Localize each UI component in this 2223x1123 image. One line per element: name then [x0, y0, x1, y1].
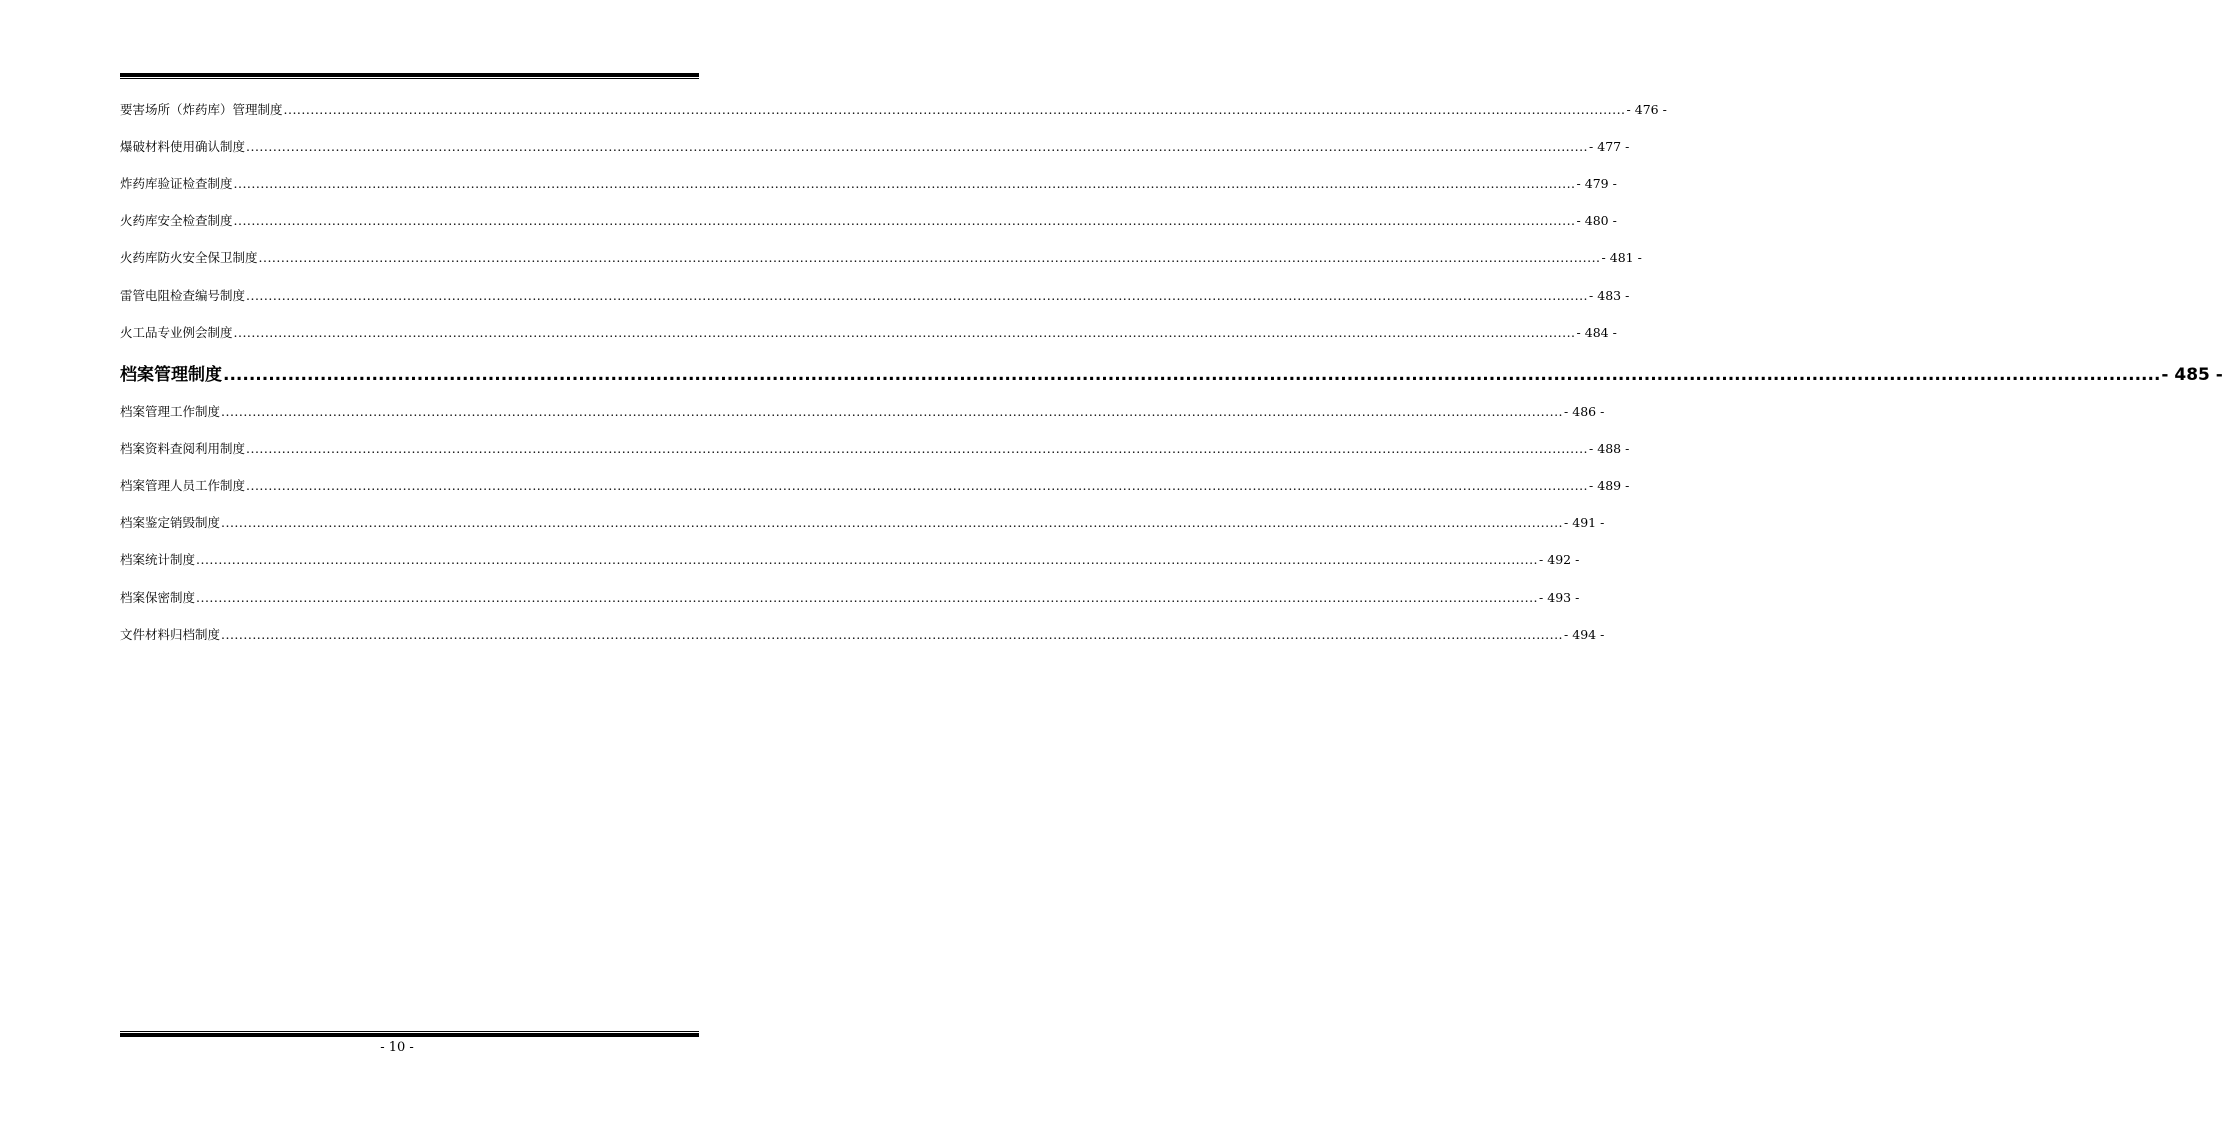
toc-entry-title: 火药库防火安全保卫制度	[120, 250, 258, 265]
toc-entry[interactable]	[120, 138, 1630, 156]
toc-entry[interactable]	[120, 287, 1630, 305]
toc-entry[interactable]	[120, 477, 1630, 495]
toc-entry[interactable]	[120, 551, 1580, 569]
header-rule-thin	[120, 78, 699, 79]
toc-entry-title: 档案资料查阅利用制度	[120, 441, 246, 456]
toc-leader-dots: ............................................................................................................................................................................................................................................................................................................	[233, 213, 1576, 228]
toc-entry-page: - 483 -	[1589, 288, 1630, 303]
toc-entry-page: - 489 -	[1589, 478, 1630, 493]
toc-entry-page: - 477 -	[1589, 139, 1630, 154]
toc-entry-page: - 493 -	[1539, 590, 1580, 605]
toc-leader-dots: ............................................................................................................................................................................................................................................................................................................	[233, 176, 1576, 191]
toc-entry-page: - 486 -	[1564, 404, 1605, 419]
toc-entry[interactable]	[120, 514, 1605, 532]
toc-entry-page: - 492 -	[1539, 552, 1580, 567]
toc-entry-page: - 479 -	[1576, 176, 1617, 191]
toc-chapter-title: 档案管理制度	[120, 365, 222, 385]
toc-leader-dots: ............................................................................................................................................................................................................................................................................................................	[258, 250, 1601, 265]
toc-entry[interactable]	[120, 324, 1617, 342]
toc-leader-dots: ............................................................................................................................................................................................................................................................................................................	[283, 102, 1626, 117]
toc-entry-title: 档案管理工作制度	[120, 404, 221, 419]
toc-entry-page: - 494 -	[1564, 627, 1605, 642]
footer-rule-thin	[120, 1031, 699, 1032]
toc-entry[interactable]	[120, 249, 1642, 267]
toc-entry[interactable]	[120, 175, 1617, 193]
toc-leader-dots: ............................................................................................................................................................................................................................................................................................................	[246, 478, 1589, 493]
toc-leader-dots: ............................................................................................................................................................................................................................................................................................................	[221, 627, 1564, 642]
toc-entry-title: 雷管电阻检查编号制度	[120, 288, 246, 303]
toc-entry[interactable]	[120, 589, 1580, 607]
footer-rule-thick	[120, 1033, 699, 1037]
toc-leader-dots: ............................................................................................................................................................................................................................................................................................................	[233, 325, 1576, 340]
toc-entry-title: 要害场所（炸药库）管理制度	[120, 102, 283, 117]
footer-rule	[120, 1031, 699, 1038]
toc-entry-page: - 488 -	[1589, 441, 1630, 456]
toc-leader-dots: ............................................................................................................................................................................................................................................................................................................	[246, 288, 1589, 303]
toc-entry-title: 档案鉴定销毁制度	[120, 515, 221, 530]
toc-leader-dots: ............................................................................................................................................................................................................................................................................................................	[196, 590, 1539, 605]
toc-entry[interactable]	[120, 626, 1605, 644]
toc-entry[interactable]	[120, 212, 1617, 230]
toc-entry-page: - 481 -	[1601, 250, 1642, 265]
header-rule	[120, 73, 699, 80]
toc-entry-page: - 476 -	[1626, 102, 1667, 117]
toc-chapter-page: - 485 -	[2161, 365, 2223, 385]
toc-leader-dots: ............................................................................................................................................................................................................................................................................................................	[246, 139, 1589, 154]
toc-entry-title: 文件材料归档制度	[120, 627, 221, 642]
toc-entry-title: 爆破材料使用确认制度	[120, 139, 246, 154]
toc-entry-title: 火药库安全检查制度	[120, 213, 233, 228]
toc-entry-title: 档案保密制度	[120, 590, 196, 605]
toc-entry[interactable]	[120, 403, 1605, 421]
toc-leader-dots: ............................................................................................................................................................................................................................................................................................................	[196, 552, 1539, 567]
toc-entry-title: 炸药库验证检查制度	[120, 176, 233, 191]
toc-leader-dots: ............................................................................................................................................................................................................................................................................................................	[221, 404, 1564, 419]
toc-chapter-entry[interactable]	[120, 364, 2223, 386]
toc-entry-title: 火工品专业例会制度	[120, 325, 233, 340]
toc-entry-title: 档案统计制度	[120, 552, 196, 567]
toc-leader-dots: ............................................................................................................................................................................................................................................................................................................	[221, 515, 1564, 530]
toc-entry[interactable]	[120, 101, 1667, 119]
toc-leader-dots: ............................................................................................................................................................................................................................................................................................................	[223, 365, 2161, 385]
toc-entry-page: - 480 -	[1576, 213, 1617, 228]
page-number: - 10 -	[380, 1040, 414, 1055]
header-rule-thick	[120, 73, 699, 77]
toc-entry-page: - 484 -	[1576, 325, 1617, 340]
toc-entry-title: 档案管理人员工作制度	[120, 478, 246, 493]
toc-entry[interactable]	[120, 440, 1630, 458]
toc-leader-dots: ............................................................................................................................................................................................................................................................................................................	[246, 441, 1589, 456]
toc-entry-page: - 491 -	[1564, 515, 1605, 530]
